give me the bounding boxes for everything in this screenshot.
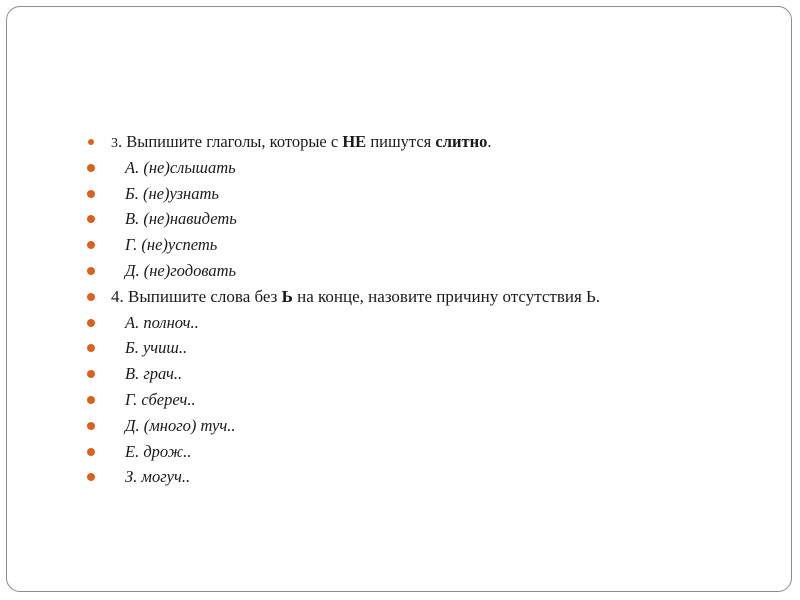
bullet-icon (87, 215, 95, 223)
task4-item: З. могуч.. (125, 467, 191, 487)
task4-item: Б. учиш.. (125, 338, 188, 358)
list-item (84, 258, 764, 284)
task3-heading (111, 129, 491, 157)
bullet-icon (87, 164, 95, 172)
bullet-icon (87, 293, 95, 301)
task4-suffix: на конце, назовите причину отсутствия Ь. (292, 286, 601, 306)
task4-item: Е. дрож.. (125, 441, 192, 461)
list-item (84, 181, 764, 207)
bullet-icon (87, 422, 95, 430)
task4-item: Д. (много) туч.. (125, 415, 236, 435)
task3-suffix: . (487, 132, 492, 151)
task4-item: В. грач.. (125, 364, 183, 384)
task3-prefix: . Выпишите глаголы, которые с (118, 132, 343, 151)
task4-bold-soft-sign: Ь (281, 286, 293, 306)
list-item (84, 335, 764, 361)
list-item (84, 232, 764, 258)
bullet-icon (87, 241, 95, 249)
task4-prefix: 4. Выпишите слова без (111, 286, 282, 306)
list-item (84, 387, 764, 413)
list-item (84, 310, 764, 336)
bullet-icon (87, 319, 95, 327)
list-item (84, 413, 764, 439)
bullet-icon (87, 473, 95, 481)
task3-item: А. (не)слышать (125, 157, 236, 177)
task4-item: А. полноч.. (125, 312, 199, 332)
list-item (84, 155, 764, 181)
task3-item: Б. (не)узнать (125, 183, 219, 203)
list-item (84, 206, 764, 232)
list-item (84, 464, 764, 490)
bullet-icon (88, 139, 94, 145)
bullet-icon (87, 344, 95, 352)
task3-middle: пишутся (366, 132, 436, 151)
task3-number: 3 (111, 136, 118, 151)
list-item (84, 439, 764, 465)
bullet-icon (87, 267, 95, 275)
bullet-icon (87, 370, 95, 378)
list-item (84, 361, 764, 387)
bullet-icon (87, 190, 95, 198)
task3-heading-line (84, 129, 764, 155)
task3-item: Д. (не)годовать (125, 260, 237, 280)
bullet-icon (87, 448, 95, 456)
task4-item: Г. сбереч.. (125, 389, 196, 409)
task4-heading (111, 284, 600, 310)
slide-content (84, 129, 764, 490)
task3-item: Г. (не)успеть (125, 235, 218, 255)
task4-heading-line (84, 284, 764, 310)
task3-bold-slitno: слитно (435, 132, 488, 151)
task3-bold-ne: НЕ (342, 132, 367, 151)
task3-item: В. (не)навидеть (125, 209, 237, 229)
bullet-icon (87, 396, 95, 404)
